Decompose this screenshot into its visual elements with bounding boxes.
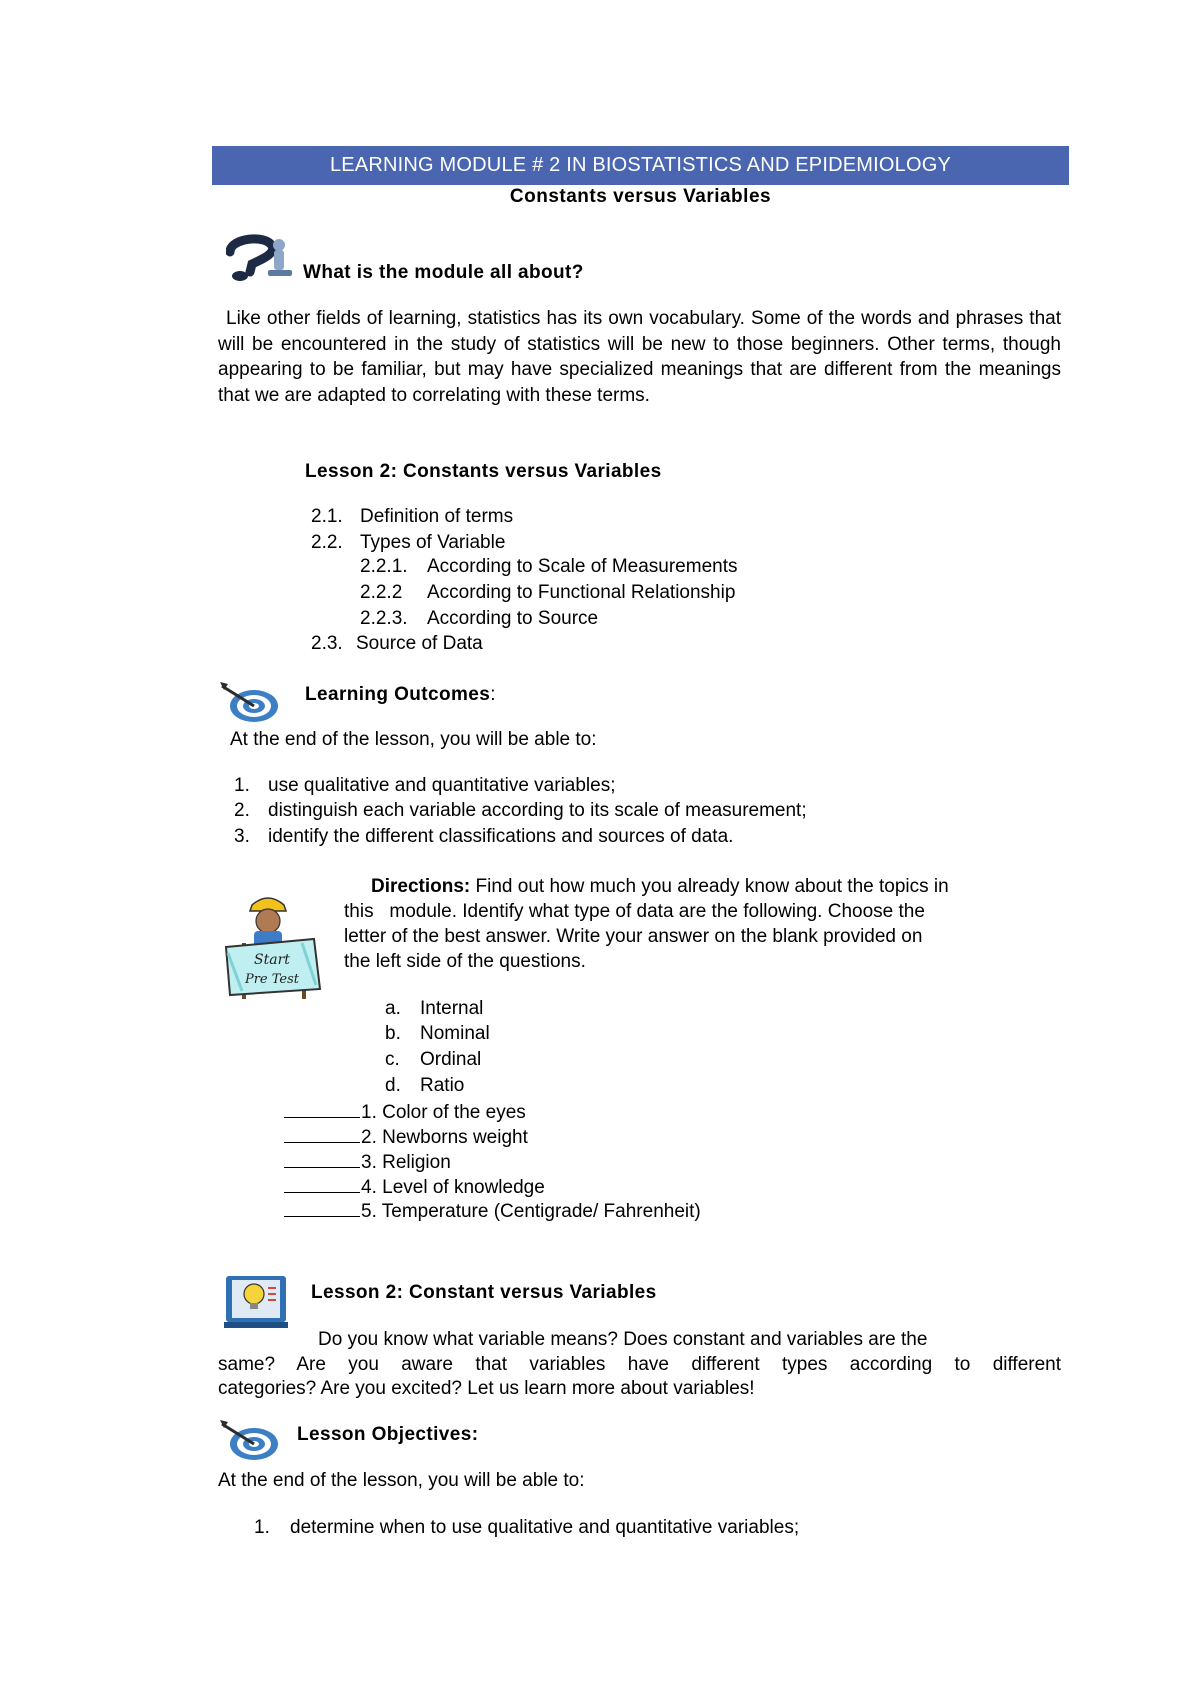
lightbulb-book-icon: [224, 1270, 290, 1332]
outcome-item: 3. identify the different classifications and sources of data.: [234, 826, 734, 847]
outline-item: 2.3. Source of Data: [311, 633, 483, 654]
objectives-intro: At the end of the lesson, you will be able to:: [218, 1470, 585, 1491]
outcomes-heading-line: Learning Outcomes:: [305, 684, 496, 705]
sign-text-start: Start: [254, 952, 290, 968]
module-banner: [212, 146, 1069, 185]
lesson2-intro-line: Do you know what variable means? Does constant and variables are the: [318, 1329, 928, 1350]
objectives-heading: Lesson Objectives:: [297, 1424, 479, 1445]
answer-blank[interactable]: [284, 1124, 360, 1143]
choice-item: b. Nominal: [385, 1023, 490, 1044]
answer-blank[interactable]: [284, 1174, 360, 1193]
about-body: Like other fields of learning, statistics has its own vocabulary. Some of the words and phrases that will be encountered in the study of statistics will be new to those beginners. Other terms, though appearing to be familiar, but may have specialized meanings that are different from the meanings that we are adapted to correlating with these terms.: [218, 308, 1061, 406]
pretest-question: 1. Color of the eyes: [284, 1099, 526, 1125]
lesson2-title: Lesson 2: Constant versus Variables: [311, 1282, 657, 1303]
choice-item: c. Ordinal: [385, 1049, 482, 1070]
module-subtitle: Constants versus Variables: [509, 186, 772, 207]
directions-line: letter of the best answer. Write your answer on the blank provided on: [344, 926, 923, 947]
module-banner-text: LEARNING MODULE # 2 IN BIOSTATISTICS AND EPIDEMIOLOGY: [329, 154, 952, 176]
about-heading: What is the module all about?: [303, 262, 584, 283]
start-pretest-icon: [222, 893, 322, 1003]
pretest-question: 5. Temperature (Centigrade/ Fahrenheit): [284, 1198, 701, 1224]
sign-text-pretest: Pre Test: [244, 972, 300, 987]
outcome-item: 1. use qualitative and quantitative variables;: [234, 775, 616, 796]
outcomes-intro: At the end of the lesson, you will be able to:: [230, 729, 597, 750]
outline-subitem: 2.2.2 According to Functional Relationship: [360, 582, 736, 603]
target-icon: [218, 680, 280, 724]
pretest-question: 4. Level of knowledge: [284, 1174, 545, 1200]
outline-subitem: 2.2.1. According to Scale of Measurements: [360, 556, 738, 577]
outline-subitem: 2.2.3. According to Source: [360, 608, 599, 629]
directions-line: Directions: Find out how much you already know about the topics in: [371, 876, 949, 897]
answer-blank[interactable]: [284, 1149, 360, 1168]
lesson-outline-title: Lesson 2: Constants versus Variables: [305, 461, 662, 482]
choice-item: d. Ratio: [385, 1075, 465, 1096]
question-mark-icon: [226, 232, 296, 284]
answer-blank[interactable]: [284, 1198, 360, 1217]
choice-item: a. Internal: [385, 998, 484, 1019]
pretest-question: 2. Newborns weight: [284, 1124, 528, 1150]
answer-blank[interactable]: [284, 1099, 360, 1118]
objective-item: 1. determine when to use qualitative and quantitative variables;: [254, 1517, 800, 1538]
directions-line: this module. Identify what type of data are the following. Choose the: [344, 901, 925, 922]
outline-item: 2.2. Types of Variable: [311, 532, 506, 553]
lesson2-intro-line: categories? Are you excited? Let us learn more about variables!: [218, 1378, 755, 1399]
directions-label: Directions:: [371, 876, 471, 897]
lesson2-intro-line: same? Are you aware that variables have different types according to different: [218, 1354, 1061, 1375]
outcome-item: 2. distinguish each variable according to its scale of measurement;: [234, 800, 807, 821]
pretest-question: 3. Religion: [284, 1149, 451, 1175]
outline-item: 2.1. Definition of terms: [311, 506, 514, 527]
outcomes-heading: Learning Outcomes: [305, 684, 491, 705]
directions-line: the left side of the questions.: [344, 951, 586, 972]
target-icon: [218, 1418, 280, 1462]
